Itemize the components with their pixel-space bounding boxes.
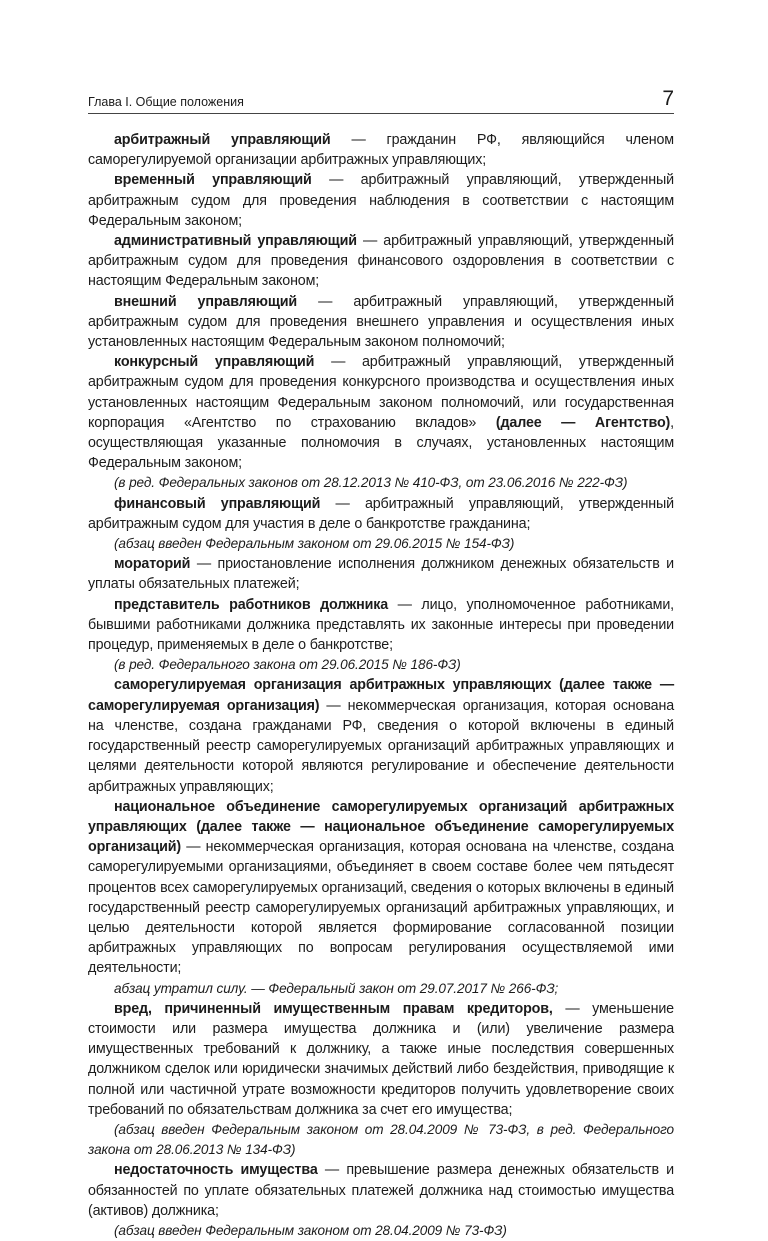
amendment-note: (в ред. Федеральных законов от 28.12.2013 № 410-ФЗ, от 23.06.2016 № 222-ФЗ) bbox=[114, 475, 628, 491]
definition-text: — приостановление исполнения должником денежных обязательств и уплаты обязательных платежей; bbox=[88, 556, 674, 593]
document-body bbox=[88, 130, 674, 1241]
defined-term: административный управляющий bbox=[114, 233, 357, 250]
definition-text: — уменьшение стоимости или размера имущества должника и (или) увеличение размера имущественных требований к должнику, а также иные последствия совершенных должником сделок или юридически значимых действий либо бездействия, приводящие к полной или частичной утрате возможности кредиторов получить удовлетворение своих требований по обязательствам должника за счет его имущества; bbox=[88, 1000, 674, 1118]
amendment-note: абзац утратил силу. — Федеральный закон от 29.07.2017 № 266-ФЗ; bbox=[114, 980, 559, 996]
definition-paragraph bbox=[88, 675, 674, 796]
definition-paragraph bbox=[88, 554, 674, 594]
defined-term: национальное объединение саморегулируемых организаций арбитражных управляющих (далее также — национальное объединение саморегулируемых организаций) bbox=[88, 798, 674, 856]
definition-text: — некоммерческая организация, которая основана на членстве, создана гражданами РФ, сведения о которой включены в единый государственный реестр саморегулируемых организаций арбитражных управляющих и целями деятельности которой являются регулирование и обеспечение деятельности арбитражных управляющих; bbox=[88, 697, 674, 795]
definition-text: — арбитражный управляющий, утвержденный арбитражным судом для проведения наблюдения в соответствии с настоящим Федеральным законом; bbox=[88, 172, 674, 229]
amendment-note: (в ред. Федерального закона от 29.06.2015 № 186-ФЗ) bbox=[114, 657, 461, 673]
definition-paragraph bbox=[88, 494, 674, 534]
definition-paragraph bbox=[88, 352, 674, 473]
defined-term: представитель работников должника bbox=[114, 596, 389, 613]
definition-text: — гражданин РФ, являющийся членом саморегулируемой организации арбитражных управляющих; bbox=[88, 132, 674, 169]
definition-text: — превышение размера денежных обязательств и обязанностей по уплате обязательных платежей должника над стоимостью имущества (активов) должника; bbox=[88, 1162, 674, 1219]
defined-term: вред, причиненный имущественным правам кредиторов, bbox=[114, 1000, 553, 1017]
definition-paragraph bbox=[88, 797, 674, 979]
definition-paragraph bbox=[88, 1160, 674, 1221]
defined-term-abbreviation: (далее — Агентство) bbox=[495, 414, 671, 431]
document-page bbox=[88, 88, 674, 1241]
definition-text: — лицо, уполномоченное работниками, бывшими работниками должника представлять их законные интересы при проведении процедур, применяемых в деле о банкротстве; bbox=[88, 596, 674, 654]
amendment-note: (абзац введен Федеральным законом от 28.04.2009 № 73-ФЗ, в ред. Федерального закона от 28.06.2013 № 134-ФЗ) bbox=[88, 1121, 674, 1158]
page-number: 7 bbox=[662, 87, 674, 110]
definition-paragraph bbox=[88, 231, 674, 292]
defined-term: конкурсный управляющий bbox=[114, 354, 315, 371]
definition-text: — некоммерческая организация, которая основана на членстве, создана саморегулируемыми организациями, объединяет в своем составе более чем пятьдесят процентов всех саморегулируемых организаций, сведения о которых включены в единый государственный реестр саморегулируемых организаций арбитражных управляющих, и целью деятельности которой является формирование согласованной позиции арбитражных управляющих по вопросам регулирования осуществляемой ими деятельности; bbox=[88, 839, 674, 977]
definition-paragraph bbox=[88, 170, 674, 231]
defined-term: арбитражный управляющий bbox=[114, 132, 331, 148]
definition-text: , осуществляющая указанные полномочия в случаях, установленных настоящим Федеральным законом; bbox=[88, 414, 674, 472]
definition-paragraph bbox=[88, 999, 674, 1120]
definition-paragraph bbox=[88, 595, 674, 656]
defined-term: внешний управляющий bbox=[114, 293, 298, 310]
defined-term: мораторий bbox=[114, 556, 191, 573]
defined-term: финансовый управляющий bbox=[114, 495, 321, 512]
amendment-note: (абзац введен Федеральным законом от 29.06.2015 № 154-ФЗ) bbox=[114, 536, 515, 552]
amendment-note: (абзац введен Федеральным законом от 28.04.2009 № 73-ФЗ) bbox=[114, 1222, 507, 1238]
definition-text: — арбитражный управляющий, утвержденный арбитражным судом для участия в деле о банкротстве гражданина; bbox=[88, 495, 675, 532]
definition-paragraph bbox=[88, 130, 674, 170]
definition-paragraph bbox=[88, 292, 674, 353]
definition-text: — арбитражный управляющий, утвержденный арбитражным судом для проведения конкурсного производства и осуществления иных установленных настоящим Федеральным законом полномочий, или государственная корпорация «Агентство по страхованию вкладов» bbox=[88, 354, 675, 431]
chapter-title: Глава I. Общие положения bbox=[88, 95, 244, 109]
definition-text: — арбитражный управляющий, утвержденный арбитражным судом для проведения финансового оздоровления в соответствии с настоящим Федеральным законом; bbox=[88, 233, 675, 290]
defined-term: временный управляющий bbox=[114, 172, 312, 189]
running-header bbox=[88, 88, 674, 114]
defined-term: саморегулируемая организация арбитражных управляющих (далее также — саморегулируемая организация) bbox=[88, 677, 674, 714]
definition-text: — арбитражный управляющий, утвержденный арбитражным судом для проведения внешнего управления и осуществления иных установленных настоящим Федеральным законом полномочий; bbox=[88, 293, 674, 351]
defined-term: недостаточность имущества bbox=[114, 1162, 318, 1179]
